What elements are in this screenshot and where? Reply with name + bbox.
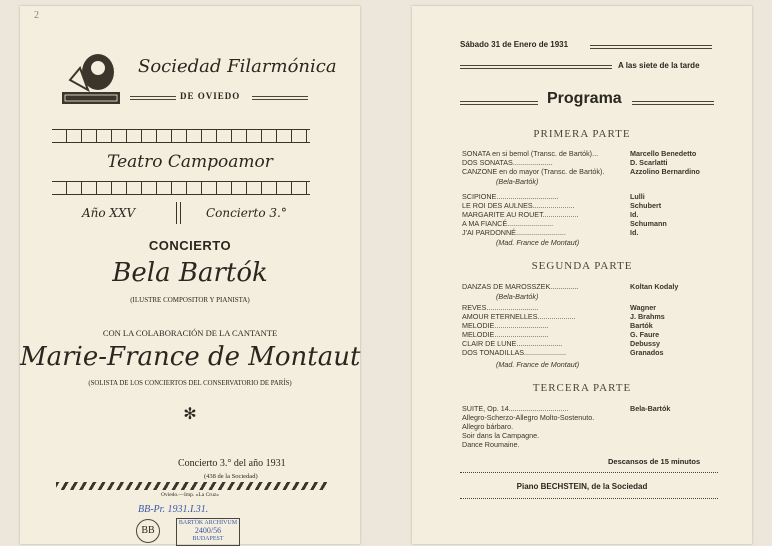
program-row: MELODIE........................... Bartók bbox=[462, 321, 653, 330]
society-name: Sociedad Filarmónica bbox=[138, 56, 337, 77]
performer-note: (Bela-Bartók) bbox=[496, 177, 539, 186]
singer-name: Marie-France de Montaut bbox=[20, 342, 361, 372]
concert-number: Concierto 3.° bbox=[206, 206, 287, 220]
piano-note: Piano BECHSTEIN, de la Sociedad bbox=[516, 482, 648, 491]
performer-role: (ILUSTRE COMPOSITOR Y PIANISTA) bbox=[130, 296, 250, 304]
concert-date: Sábado 31 de Enero de 1931 bbox=[460, 40, 569, 49]
program-row: SONATA en si bemol (Transc. de Bartók)... Marcello Benedetto bbox=[462, 149, 697, 158]
movement-line: Dance Roumaine. bbox=[462, 440, 520, 449]
program-row: J'AI PARDONNÉ......................... Id. bbox=[462, 228, 639, 237]
program-row: SCIPIONE............................... Lulli bbox=[462, 192, 645, 201]
society-emblem bbox=[58, 50, 124, 110]
performer-note: (Mad. France de Montaut) bbox=[496, 238, 580, 247]
performer-name: Bela Bartók bbox=[112, 258, 268, 288]
ornamental-fence-bottom bbox=[52, 181, 310, 195]
program-row: CLAIR DE LUNE....................... Debussy bbox=[462, 339, 660, 348]
year-label: Año XXV bbox=[82, 206, 136, 220]
footer-number: (438 de la Sociedad) bbox=[204, 473, 258, 480]
printer-line: Oviedo.—Imp. «La Cruz» bbox=[160, 492, 220, 498]
performer-note: (Bela-Bartók) bbox=[496, 292, 539, 301]
fleuron-icon: ✻ bbox=[183, 406, 197, 423]
program-cover-page bbox=[20, 6, 360, 544]
program-row: DOS TONADILLAS..................... Granados bbox=[462, 348, 664, 357]
program-row: LE ROI DES AULNES..................... Schubert bbox=[462, 201, 662, 210]
collaboration-line: CON LA COLABORACIÓN DE LA CANTANTE bbox=[102, 328, 278, 338]
program-row: CANZONE en do mayor (Transc. de Bartók). Azzolino Bernardino bbox=[462, 167, 700, 176]
interval-note: Descansos de 15 minutos bbox=[608, 457, 701, 466]
handwritten-catalog-number: BB-Pr. 1931.I.31. bbox=[138, 504, 209, 515]
program-content-page bbox=[412, 6, 752, 544]
bb-stamp: BB bbox=[136, 519, 160, 543]
ornamental-fence-top bbox=[52, 129, 310, 143]
program-row: AMOUR ETERNELLES................... J. Brahms bbox=[462, 312, 665, 321]
program-row: A MA FIANCÉ....................... Schumann bbox=[462, 219, 667, 228]
corner-pencil-mark: 2 bbox=[34, 10, 39, 21]
performer-note: (Mad. France de Montaut) bbox=[496, 360, 580, 369]
archive-stamp: BARTÓK ARCHÍVUM 2400/56 BUDAPEST bbox=[176, 518, 240, 546]
singer-role: (SOLISTA DE LOS CONCIERTOS DEL CONSERVATORIO DE PARÍS) bbox=[88, 380, 292, 387]
program-row: DANZAS DE MAROSSZEK.............. Koltan Kodaly bbox=[462, 282, 679, 291]
movement-line: Allegro-Scherzo-Allegro Molto-Sostenuto. bbox=[462, 413, 595, 422]
concert-time: A las siete de la tarde bbox=[618, 61, 700, 70]
ornamental-wave bbox=[56, 482, 328, 490]
movement-line: Allegro bárbaro. bbox=[462, 422, 514, 431]
movement-line: Soir dans la Campagne. bbox=[462, 431, 540, 440]
concert-heading: CONCIERTO bbox=[148, 238, 232, 253]
program-row: MARGARITE AU ROUET.................. Id. bbox=[462, 210, 639, 219]
society-city: DE OVIEDO bbox=[180, 91, 241, 101]
program-row: MELODIE........................... G. Faure bbox=[462, 330, 660, 339]
program-heading: Programa bbox=[547, 90, 622, 107]
theatre-name: Teatro Campoamor bbox=[107, 152, 273, 172]
section-title-1: PRIMERA PARTE bbox=[533, 128, 631, 140]
program-row: REVES.......................... Wagner bbox=[462, 303, 657, 312]
program-row: SUITE, Op. 14.............................. Bela-Bartók bbox=[462, 404, 671, 413]
section-title-3: TERCERA PARTE bbox=[532, 382, 632, 394]
program-row: DOS SONATAS.................... D. Scarlatti bbox=[462, 158, 668, 167]
footer-concert: Concierto 3.° del año 1931 bbox=[178, 458, 286, 469]
section-title-2: SEGUNDA PARTE bbox=[531, 260, 633, 272]
